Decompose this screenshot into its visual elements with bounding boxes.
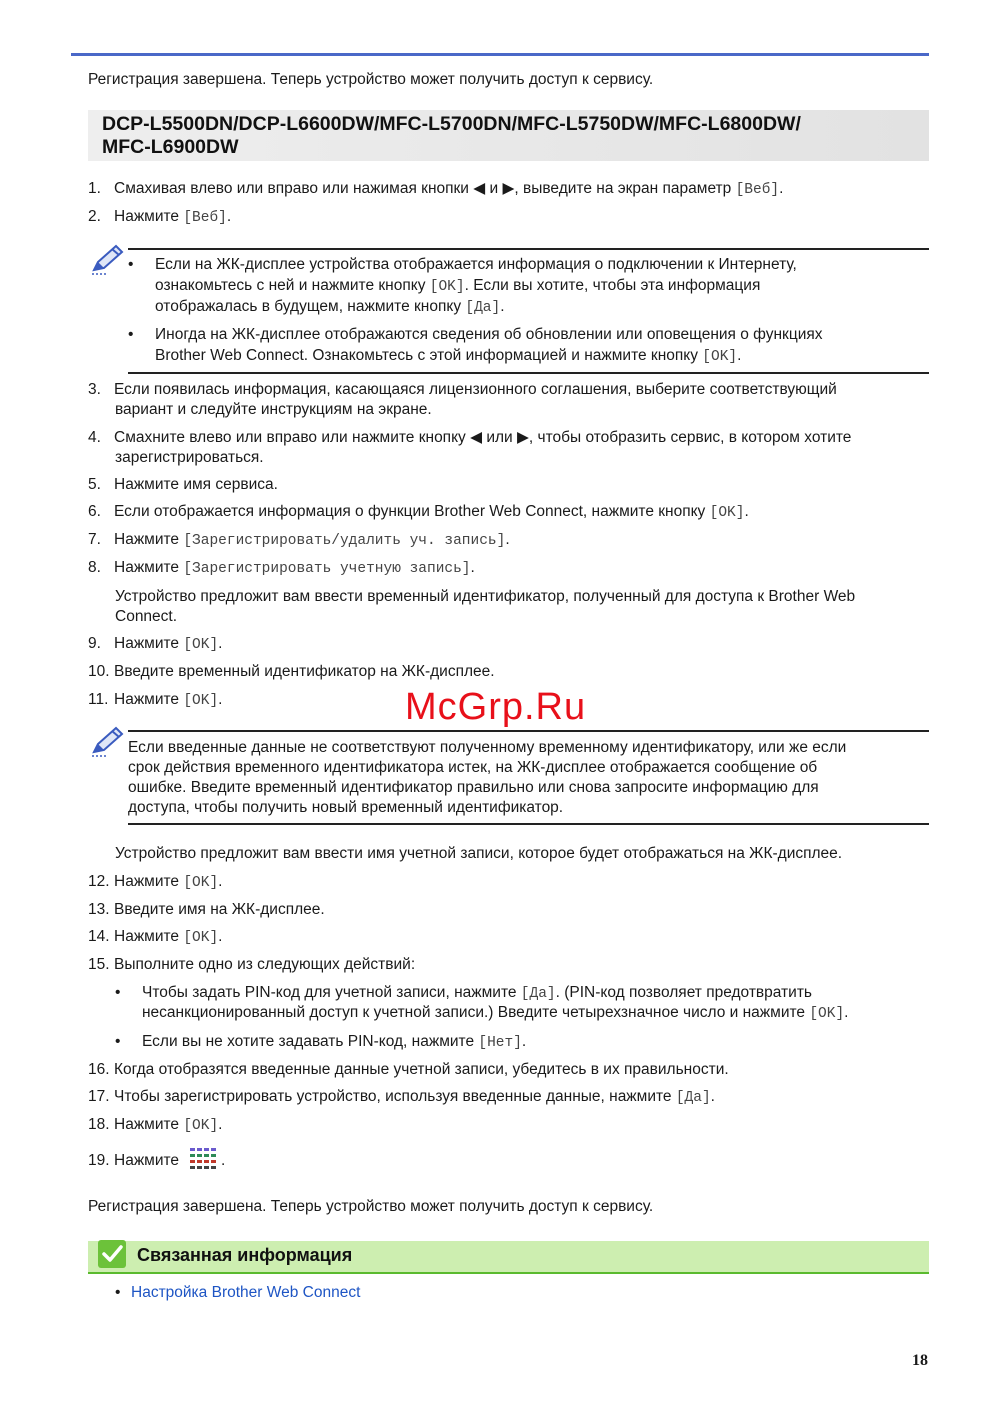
step15-bullet: •: [115, 984, 121, 1001]
step15-b1-line2: несанкционированный доступ к учетной записи.) Введите четырехзначное число и нажмите [OK].: [142, 1004, 849, 1022]
step-8-sub-line2: Connect.: [115, 608, 178, 625]
note1-b1-line2: ознакомьтесь с ней и нажмите кнопку [OK]. Если вы хотите, чтобы эта информация: [155, 277, 761, 295]
step-1: 1. Смахивая влево или вправо или нажимая кнопки ◀ и ▶, выведите на экран параметр [Веб].: [88, 180, 784, 198]
step-12: 12. Нажмите [OK].: [88, 873, 223, 891]
related-info-title: Связанная информация: [137, 1245, 353, 1265]
note1-b1-line1: Если на ЖК-дисплее устройства отображается информация о подключении к Интернету,: [155, 256, 797, 273]
step-3-line2: вариант и следуйте инструкциям на экране.: [115, 401, 432, 418]
step-4: 4. Смахните влево или вправо или нажмите кнопку ◀ или ▶, чтобы отобразить сервис, в котором хотите: [88, 429, 852, 446]
step-3: 3. Если появилась информация, касающаяся лицензионного соглашения, выберите соответствующий: [88, 381, 837, 398]
step15-b2: Если вы не хотите задавать PIN-код, нажмите [Нет].: [142, 1033, 527, 1051]
pencil-note-icon: [90, 244, 126, 276]
section-title-box: [88, 110, 929, 161]
step-4-line2: зарегистрироваться.: [115, 449, 264, 466]
top-rule: [71, 53, 929, 56]
step-8-sub-line1: Устройство предложит вам ввести временный идентификатор, полученный для доступа к Brother Web: [115, 588, 856, 605]
note1-b2-line2: Brother Web Connect. Ознакомьтесь с этой информацией и нажмите кнопку [OK].: [155, 347, 742, 365]
note-bottom-rule: [128, 372, 929, 374]
step-16: 16. Когда отобразятся введенные данные учетной записи, убедитесь в их правильности.: [88, 1061, 729, 1078]
step15-bullet: •: [115, 1033, 121, 1050]
checkmark-icon: [98, 1240, 126, 1268]
step-2: 2. Нажмите [Веб].: [88, 208, 232, 226]
related-info-underline: [88, 1272, 929, 1274]
watermark: McGrp.Ru: [405, 686, 587, 728]
step-17: 17. Чтобы зарегистрировать устройство, используя введенные данные, нажмите [Да].: [88, 1088, 715, 1106]
step-13: 13. Введите имя на ЖК-дисплее.: [88, 901, 325, 918]
related-link[interactable]: Настройка Brother Web Connect: [131, 1284, 361, 1301]
note2-line3: ошибке. Введите временный идентификатор правильно или снова запросите информацию для: [128, 779, 819, 796]
note1-bullet: •: [128, 326, 134, 343]
note1-bullet: •: [128, 256, 134, 273]
step-18: 18. Нажмите [OK].: [88, 1116, 223, 1134]
step-19: 19. Нажмите: [88, 1152, 180, 1169]
note2-line4: доступа, чтобы получить новый временный идентификатор.: [128, 799, 564, 816]
note-top-rule: [128, 248, 929, 250]
note1-b1-line3: отображалась в будущем, нажмите кнопку [Да].: [155, 298, 505, 316]
outro-text: Регистрация завершена. Теперь устройство может получить доступ к сервису.: [88, 1198, 654, 1215]
note1-b2-line1: Иногда на ЖК-дисплее отображаются сведения об обновлении или оповещения о функциях: [155, 326, 823, 343]
step-5: 5. Нажмите имя сервиса.: [88, 476, 278, 493]
pencil-note-icon: [90, 726, 126, 758]
step-6: 6. Если отображается информация о функции Brother Web Connect, нажмите кнопку [OK].: [88, 503, 749, 521]
step-8: 8. Нажмите [Зарегистрировать учетную запись].: [88, 559, 475, 577]
step-19-post: .: [221, 1152, 226, 1169]
step-11: 11. Нажмите [OK].: [88, 691, 223, 709]
note2-line1: Если введенные данные не соответствуют полученному временному идентификатору, или же если: [128, 739, 847, 756]
intro-text: Регистрация завершена. Теперь устройство может получить доступ к сервису.: [88, 71, 654, 88]
step-9: 9. Нажмите [OK].: [88, 635, 223, 653]
after-note2-text: Устройство предложит вам ввести имя учетной записи, которое будет отображаться на ЖК-дисплее.: [115, 845, 843, 862]
related-bullet: •: [115, 1284, 121, 1301]
page-number: 18: [912, 1352, 928, 1369]
menu-grid-icon: [189, 1145, 221, 1175]
step-15: 15. Выполните одно из следующих действий:: [88, 956, 416, 973]
step15-b1-line1: Чтобы задать PIN-код для учетной записи, нажмите [Да]. (PIN-код позволяет предотвратить: [142, 984, 812, 1002]
step-10: 10. Введите временный идентификатор на ЖК-дисплее.: [88, 663, 495, 680]
note-top-rule: [128, 730, 929, 732]
step-14: 14. Нажмите [OK].: [88, 928, 223, 946]
note-bottom-rule: [128, 823, 929, 825]
step-7: 7. Нажмите [Зарегистрировать/удалить уч. запись].: [88, 531, 510, 549]
section-title: DCP-L5500DN/DCP-L6600DW/MFC-L5700DN/MFC-L5750DW/MFC-L6800DW/ MFC-L6900DW: [102, 113, 801, 158]
note2-line2: срок действия временного идентификатора истек, на ЖК-дисплее отображается сообщение об: [128, 759, 818, 776]
